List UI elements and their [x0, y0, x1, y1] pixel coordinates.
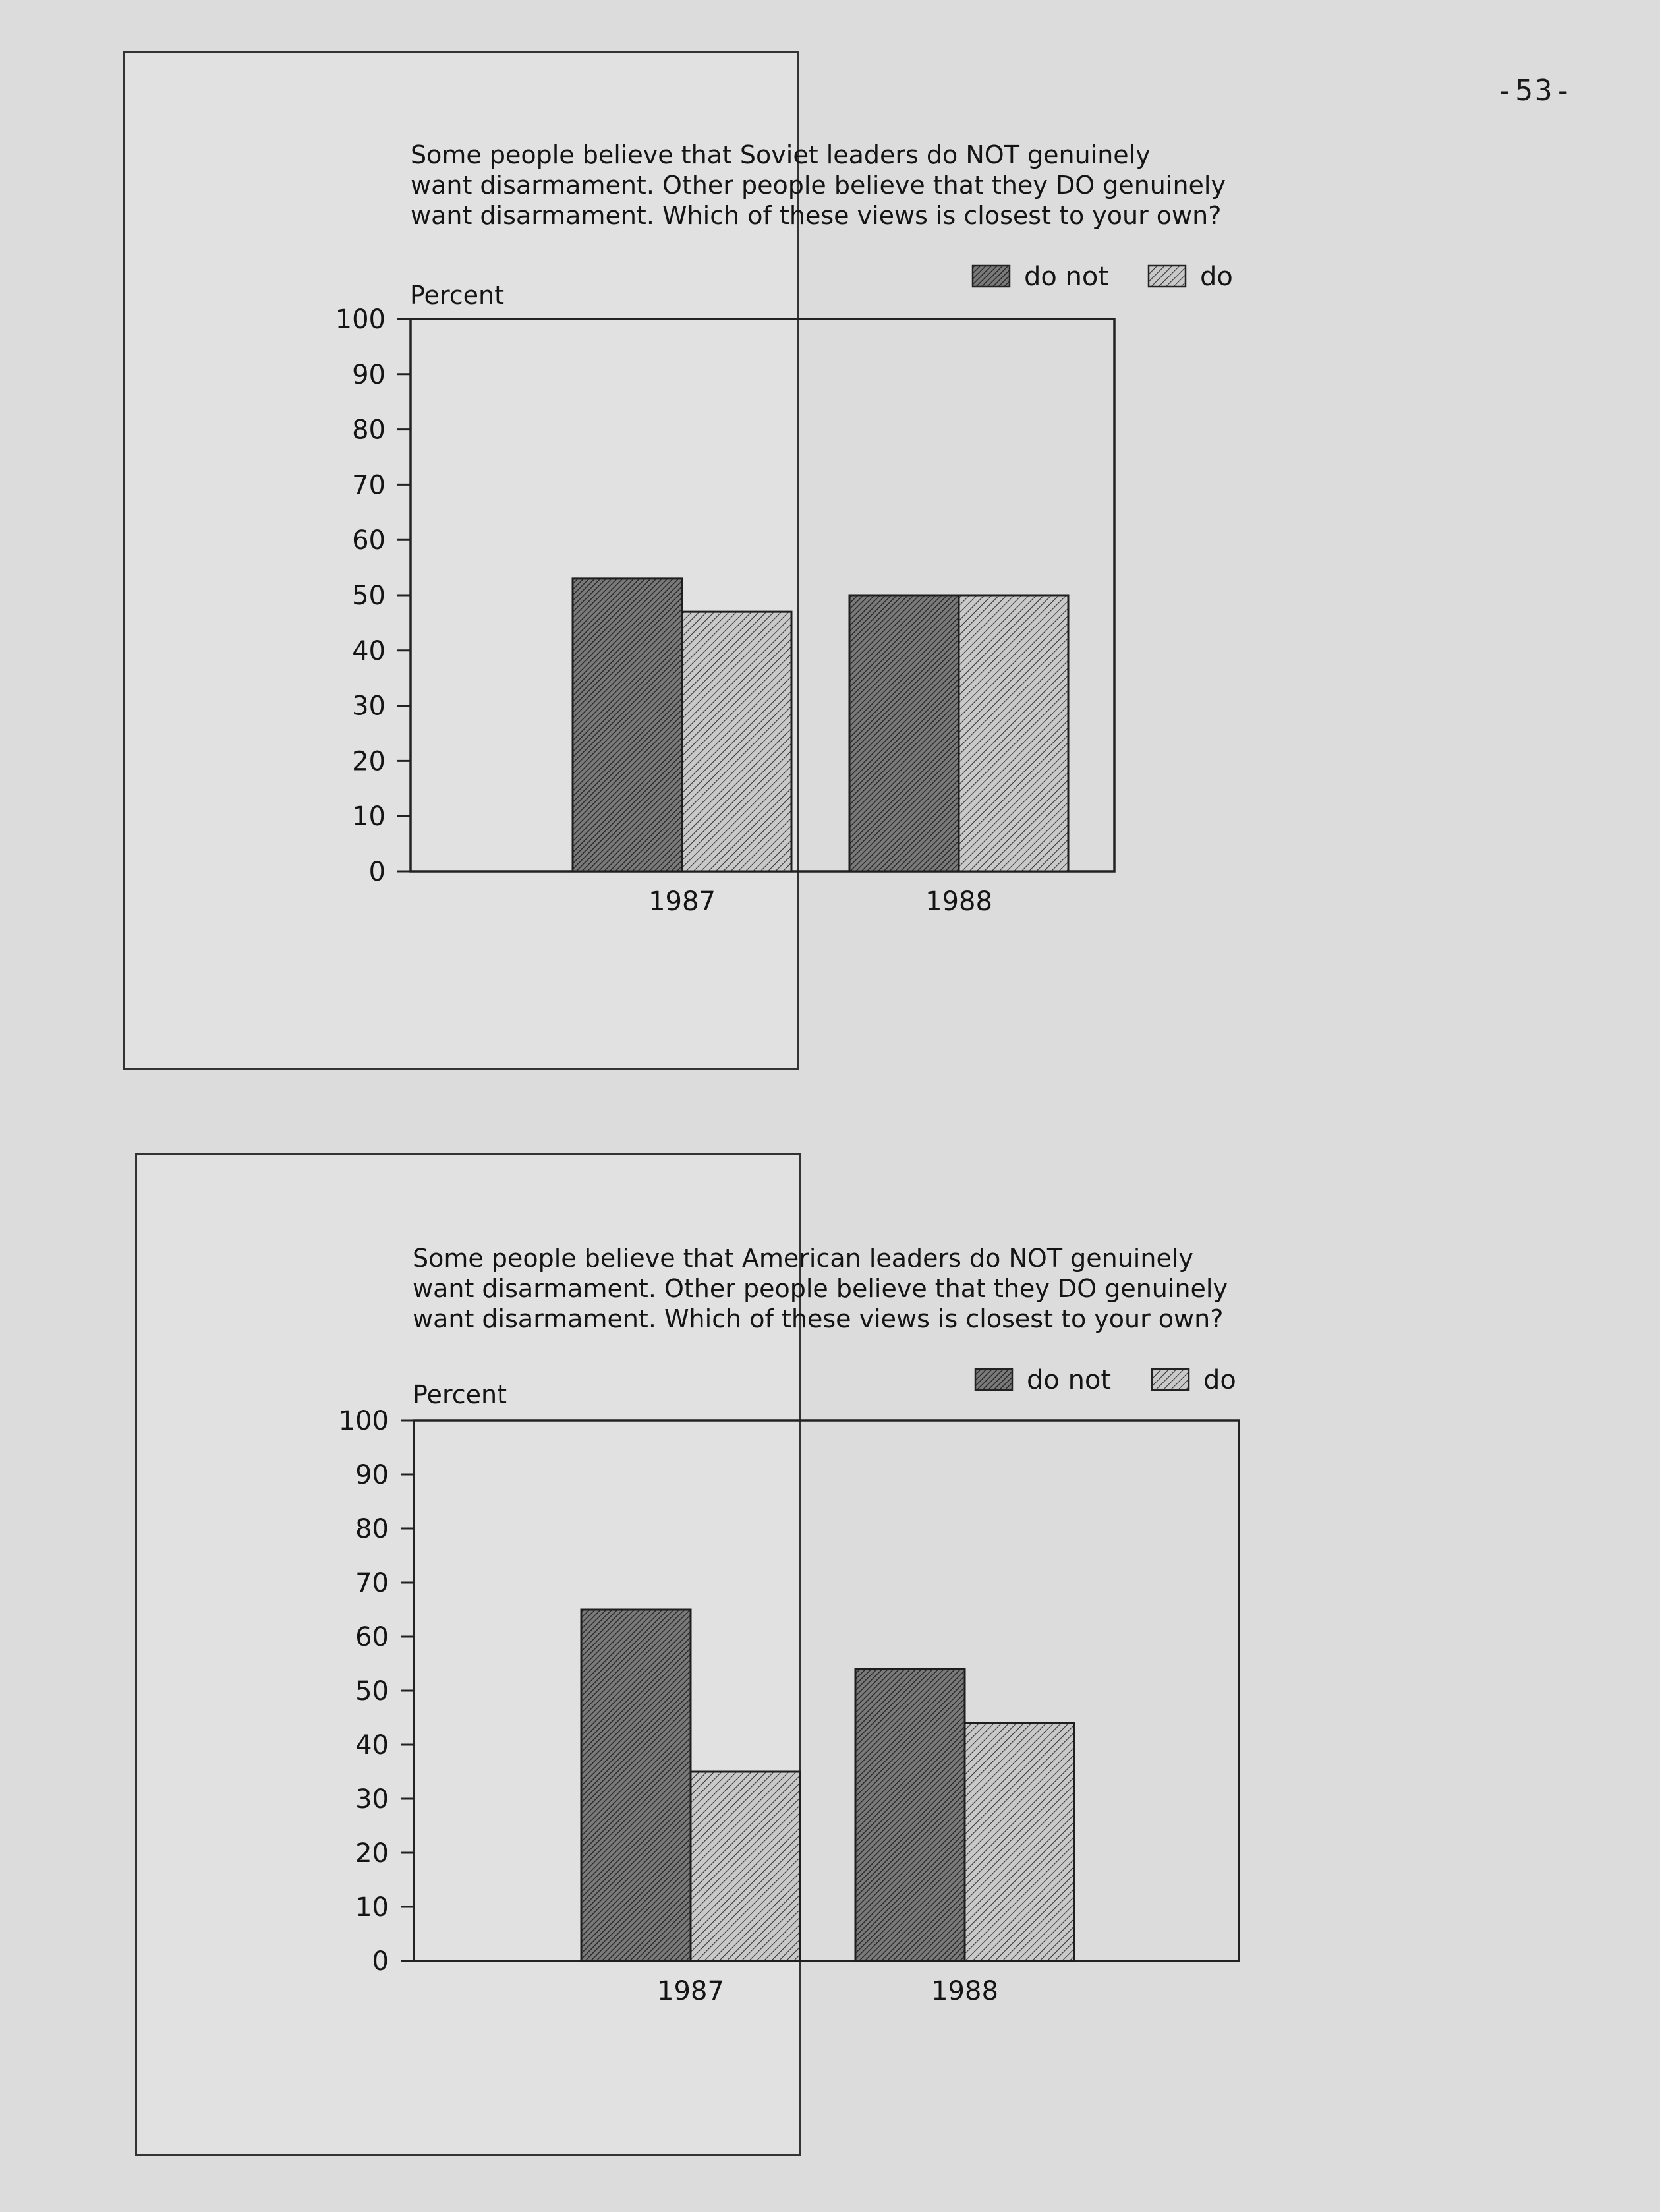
chart-title-line: Some people believe that Soviet leaders do NOT genuinely: [411, 140, 1151, 169]
bar-1987-do: [691, 1772, 800, 1961]
y-tick-label: 20: [355, 1838, 389, 1869]
page-number: -53-: [1496, 74, 1574, 107]
legend-swatch-do-not: [973, 266, 1010, 287]
bar-1988-do: [965, 1723, 1074, 1961]
bar-1988-do-not: [855, 1669, 965, 1961]
legend-swatch-do: [1149, 266, 1186, 287]
y-tick-label: 70: [355, 1568, 389, 1598]
y-tick-label: 80: [352, 415, 386, 446]
y-tick-label: 70: [352, 470, 386, 501]
y-tick-label: 80: [355, 1514, 389, 1544]
chart-soviet-leaders: [125, 53, 1233, 1068]
y-tick-label: 30: [355, 1784, 389, 1815]
x-category-label-1988: 1988: [931, 1976, 998, 2006]
bar-1988-do-not: [849, 595, 959, 871]
y-tick-label: 60: [352, 525, 386, 556]
y-tick-label: 40: [352, 635, 386, 666]
x-category-label-1987: 1987: [657, 1976, 724, 2006]
plot-frame: [414, 1420, 1239, 1961]
legend-label-do-not: do not: [1027, 1365, 1112, 1395]
chart-panel-soviet: [123, 51, 1233, 1070]
x-category-label-1988: 1988: [925, 887, 992, 917]
y-axis-label: Percent: [413, 1380, 507, 1409]
legend-swatch-do-not: [975, 1369, 1012, 1390]
chart-american-leaders: [137, 1155, 1236, 2154]
y-tick-label: 90: [352, 359, 386, 390]
y-tick-label: 100: [335, 305, 386, 335]
chart-panel-american: [135, 1153, 1236, 2156]
legend-label-do: do: [1200, 262, 1233, 292]
chart-title-line: want disarmament. Other people believe that they DO genuinely: [413, 1274, 1228, 1303]
chart-title-line: want disarmament. Which of these views is closest to your own?: [411, 201, 1222, 230]
bar-1987-do-not: [581, 1610, 691, 1961]
chart-title-line: Some people believe that American leaders do NOT genuinely: [413, 1244, 1193, 1273]
x-category-label-1987: 1987: [648, 887, 716, 917]
y-tick-label: 100: [338, 1406, 389, 1436]
bar-1987-do-not: [573, 579, 682, 871]
y-tick-label: 20: [352, 746, 386, 777]
chart-title-line: want disarmament. Other people believe that they DO genuinely: [411, 171, 1226, 200]
y-tick-label: 60: [355, 1622, 389, 1652]
legend-label-do-not: do not: [1024, 262, 1109, 292]
y-tick-label: 0: [368, 857, 386, 887]
y-tick-label: 30: [352, 691, 386, 722]
y-tick-label: 10: [355, 1892, 389, 1923]
y-axis-label: Percent: [410, 281, 504, 310]
y-tick-label: 50: [352, 581, 386, 611]
y-tick-label: 10: [352, 801, 386, 832]
y-tick-label: 50: [355, 1676, 389, 1706]
y-tick-label: 90: [355, 1460, 389, 1490]
bar-1988-do: [959, 595, 1068, 871]
y-tick-label: 40: [355, 1730, 389, 1761]
legend-label-do: do: [1203, 1365, 1236, 1395]
legend-swatch-do: [1152, 1369, 1189, 1390]
bar-1987-do: [682, 612, 791, 871]
chart-title-line: want disarmament. Which of these views is closest to your own?: [413, 1304, 1224, 1333]
y-tick-label: 0: [372, 1946, 389, 1977]
